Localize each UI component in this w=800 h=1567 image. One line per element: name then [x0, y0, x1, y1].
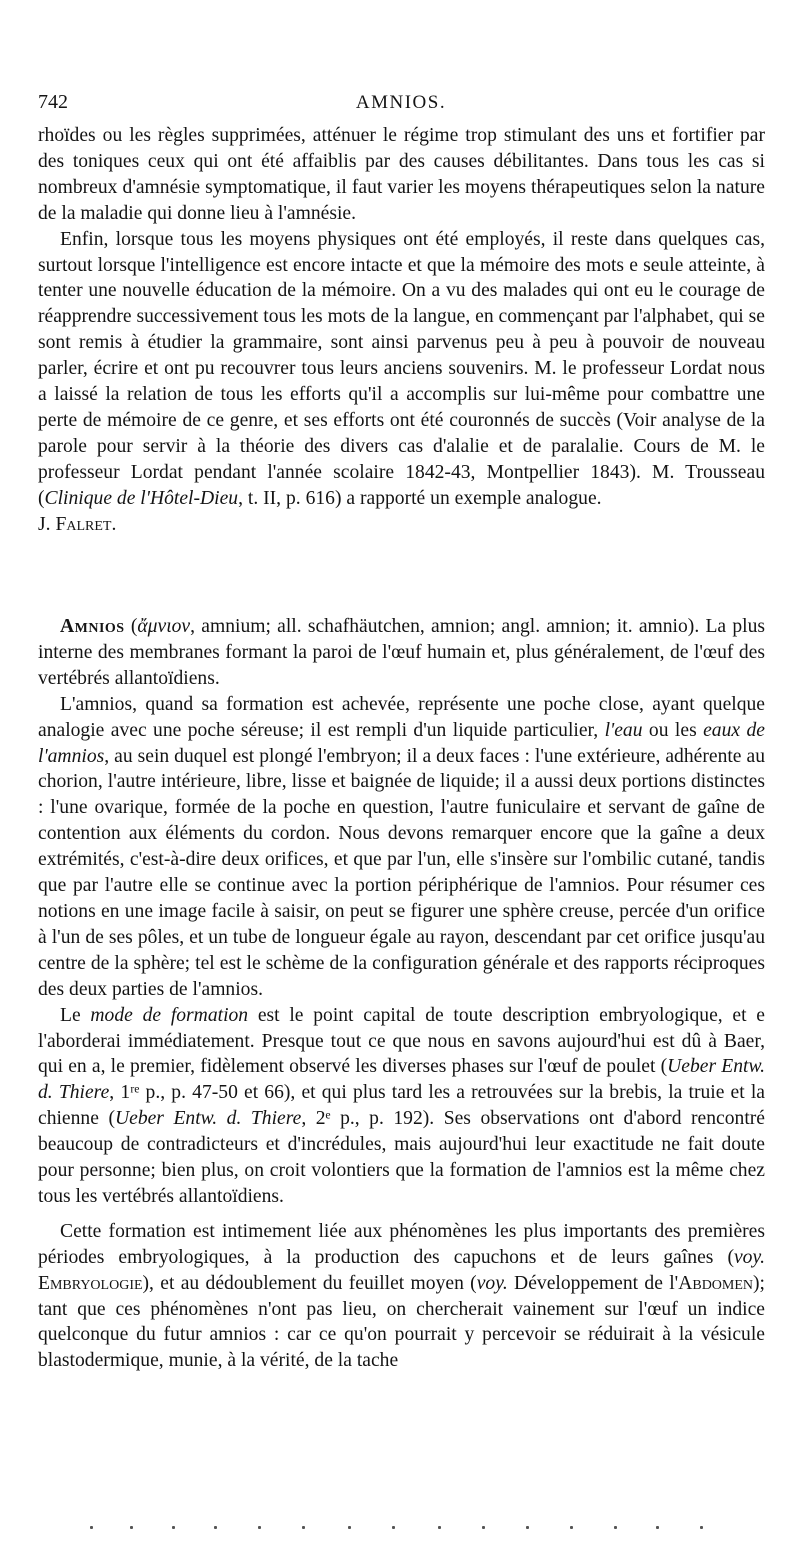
page-header	[38, 90, 764, 118]
running-head: AMNIOS.	[355, 92, 447, 113]
greek-etymology: ἄμνιον	[137, 616, 191, 637]
paragraph: Enfin, lorsque tous les moyens physiques ont été employés, il reste dans quelques cas, surtout lorsque l'intelligence est encore intacte et que la mémoire des mots e seule atteinte, à tenter une nouvelle éducation de la mémoire. On a vu des malades qui ont eu le courage de réapprendre successivement tous les mots de la langue, en commençant par l'alphabet, qui se sont remis à étudier la grammaire, sont ainsi parvenus peu à peu à pouvoir de nouveau parler, écrire et ont pu recouvrer tous leurs anciens souvenirs. M. le professeur Lordat nous a laissé la relation de tous les efforts qu'il a accomplis sur lui-même pour combattre une perte de mémoire de ce genre, et ses efforts ont été couronnés de succès (Voir analyse de la parole pour servir à la théorie des divers cas d'alalie et de paralalie. Cours de M. le professeur Lordat pendant l'année scolaire 1842-43, Montpellier 1843). M. Trousseau (Clinique de l'Hôtel-Dieu, t. II, p. 616) a rapporté un exemple analogue.	[38, 228, 765, 509]
article-headword: Amnios	[60, 616, 125, 637]
paragraph: rhoïdes ou les règles supprimées, atténuer le régime trop stimulant des uns et fortifier par des toniques ceux qui ont été affaiblis par des causes débilitantes. Dans tous les cas si nombreux d'amnésie symptomatique, il faut varier les moyens thérapeutiques selon la nature de la maladie qui donne lieu à l'amnésie.	[38, 125, 765, 224]
paragraph: Cette formation est intimement liée aux phénomènes les plus importants des premières périodes embryologiques, à la production des capuchons et de leurs gaînes (voy. Embryologie), et au dédoublement du feuillet moyen (voy. Développement de l'Abdomen); tant que ces phénomènes n'ont pas lieu, on chercherait vainement sur l'œuf un indice quelconque du futur amnios : car ce qu'on pourrait y percevoir se réduirait à la vésicule blastodermique, munie, à la vérité, de la tache	[38, 1220, 765, 1372]
paragraph: L'amnios, quand sa formation est achevée, représente une poche close, ayant quelque analogie avec une poche séreuse; il est rempli d'un liquide particulier, l'eau ou les eaux de l'amnios, au sein duquel est plongé l'embryon; il a deux faces : l'une extérieure, adhérente au chorion, l'autre intérieure, libre, lisse et baignée de liquide; il a aussi deux portions distinctes : l'une ovarique, formée de la poche en question, l'autre funiculaire et servant de gaîne de contention aux éléments du cordon. Nous devons remarquer encore que la gaîne a deux extrémités, c'est-à-dire deux orifices, et que par l'un, elle s'insère sur l'ombilic cutané, tandis que par l'autre elle se continue avec la portion périphérique de l'amnios. Pour résumer ces notions en une image facile à saisir, on peut se figurer une sphère creuse, percée d'un orifice à l'un de ses pôles, et un tube de longueur égale au rayon, descendant par cet orifice jusqu'au centre de la sphère; tel est le schème de la configuration générale et des rapports réciproques des deux parties de l'amnios.	[38, 693, 765, 1000]
paragraph: Le mode de formation est le point capital de toute description embryologique, et e l'aborderai immédiatement. Presque tout ce que nous en savons aujourd'hui est dû à Baer, qui en a, le premier, fidèlement observé les diverses phases sur l'œuf de poulet (Ueber Entw. d. Thiere, 1ʳᵉ p., p. 47-50 et 66), et qui plus tard les a retrouvées sur la brebis, la truie et la chienne (Ueber Entw. d. Thiere, 2ᵉ p., p. 192). Ses observations ont d'abord rencontré beaucoup de contradicteurs et d'incrédules, mais aujourd'hui leur exactitude ne fait doute pour personne; bien plus, on croit volontiers que la formation de l'amnios est la même chez tous les vertébrés allantoïdiens.	[38, 1004, 765, 1207]
citation-title: Clinique de l'Hôtel-Dieu	[44, 487, 239, 509]
author-signature: J. Falret.	[38, 513, 117, 535]
article-amnios	[38, 614, 765, 1374]
bottom-print-specks	[90, 1526, 710, 1532]
previous-article-continuation	[38, 123, 765, 538]
page-number: 742	[38, 91, 68, 113]
article-opening-paragraph: Amnios (ἄμνιον, amnium; all. schafhäutchen, amnion; angl. amnion; it. amnio). La plus interne des membranes formant la paroi de l'œuf humain et, plus généralement, de l'œuf des vertébrés allantoïdiens.	[38, 616, 765, 689]
